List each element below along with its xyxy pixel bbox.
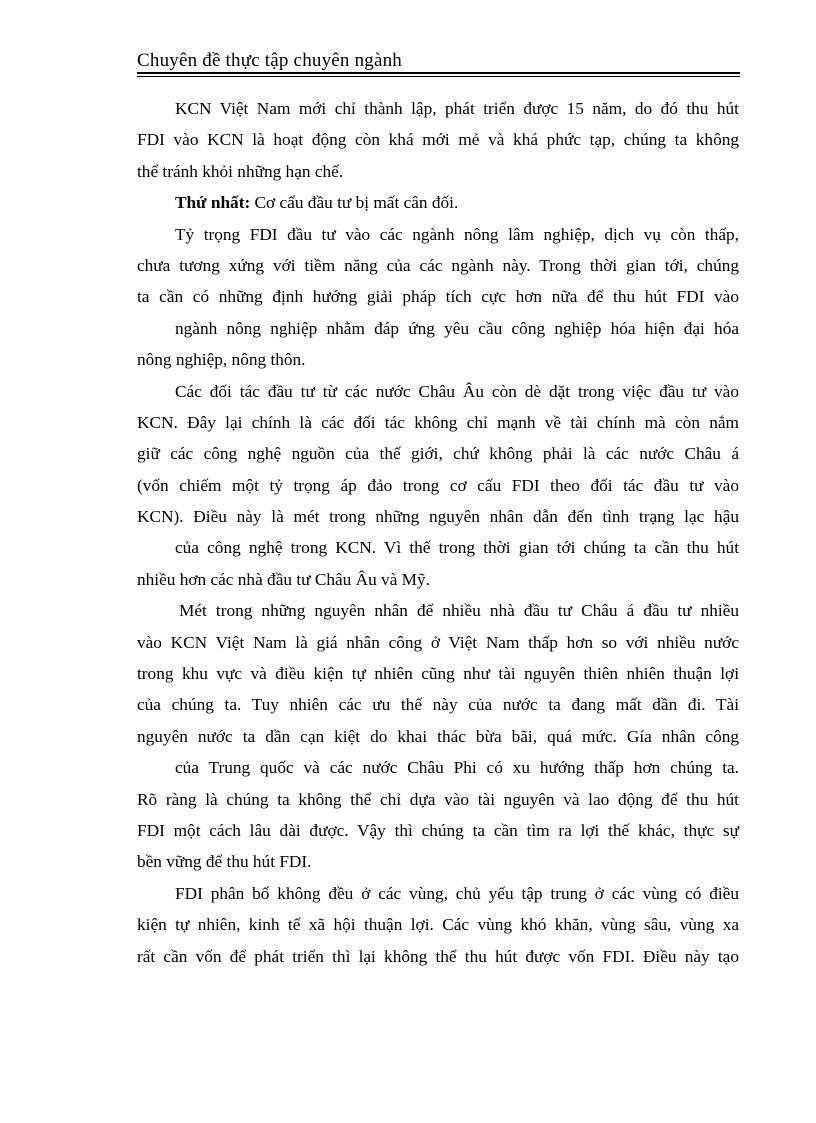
paragraph-line: chưa tương xứng với tiềm năng của các ngành này. Trong thời gian tới, chúng	[137, 255, 739, 275]
paragraph-line: trong khu vực và điều kiện tự nhiên cũng như tài nguyên thiên nhiên thuận lợi	[137, 664, 739, 684]
paragraph-line: của công nghệ trong KCN. Vì thế trong thời gian tới chúng ta cần thu hút	[175, 538, 739, 558]
paragraph-line: ngành nông nghiệp nhằm đáp ứng yêu cầu công nghiệp hóa hiện đại hóa	[175, 318, 739, 338]
paragraph-line: nhiều hơn các nhà đầu tư Châu Âu và Mỹ.	[137, 569, 431, 589]
paragraph-line: ta cần có những định hướng giải pháp tích cực hơn nữa để thu hút FDI vào	[137, 287, 739, 307]
paragraph-line: kiện tự nhiên, kinh tế xã hội thuận lợi. Các vùng khó khăn, vùng sâu, vùng xa	[137, 915, 739, 935]
paragraph-line: vào KCN Việt Nam là giá nhân công ở Việt Nam thấp hơn so với nhiều nước	[137, 632, 739, 652]
paragraph-line: FDI phân bố không đều ở các vùng, chủ yếu tập trung ở các vùng có điều	[175, 883, 739, 903]
paragraph-line: Mét trong những nguyên nhân để nhiều nhà đầu tư Châu á đầu tư nhiều	[179, 601, 739, 621]
paragraph-line: (vốn chiếm một tỷ trọng áp đảo trong cơ cấu FDI theo đối tác đầu tư vào	[137, 475, 739, 495]
paragraph-line: thể tránh khỏi những hạn chế.	[137, 161, 344, 181]
bold-heading: Thứ nhất:	[175, 193, 251, 213]
paragraph-line: KCN. Đây lại chính là các đối tác không chỉ mạnh về tài chính mà còn nắm	[137, 412, 739, 432]
document-body	[137, 93, 739, 972]
paragraph-line: FDI vào KCN là hoạt động còn khá mới mẻ và khá phức tạp, chúng ta không	[137, 130, 739, 150]
header-rule-thin	[137, 76, 740, 77]
paragraph-line	[137, 187, 739, 218]
header-rule-thick	[137, 72, 740, 74]
paragraph-line: Rõ ràng là chúng ta không thể chỉ dựa vào tài nguyên và lao động để thu hút	[137, 789, 739, 809]
header-title: Chuyên đề thực tập chuyên ngành	[137, 50, 403, 71]
paragraph-line: bền vững để thu hút FDI.	[137, 852, 312, 872]
paragraph-line: FDI một cách lâu dài được. Vậy thì chúng ta cần tìm ra lợi thế khác, thực sự	[137, 820, 739, 840]
paragraph-line: nông nghiệp, nông thôn.	[137, 350, 306, 370]
paragraph-line: giữ các công nghệ nguồn của thế giới, chứ không phải là các nước Châu á	[137, 444, 739, 464]
paragraph-line: của Trung quốc và các nước Châu Phi có xu hướng thấp hơn chúng ta.	[175, 758, 739, 778]
paragraph-line: của chúng ta. Tuy nhiên các ưu thế này của nước ta đang mất dần đi. Tài	[137, 695, 739, 715]
paragraph-line: KCN). Điều này là mét trong những nguyên nhân dẫn đến tình trạng lạc hậu	[137, 507, 739, 527]
paragraph-line: rất cần vốn để phát triển thì lại không thể thu hút được vốn FDI. Điều này tạo	[137, 946, 739, 966]
page-header	[137, 50, 740, 77]
paragraph-line: Tỷ trọng FDI đầu tư vào các ngành nông lâm nghiệp, dịch vụ còn thấp,	[175, 224, 739, 244]
paragraph-line: KCN Việt Nam mới chỉ thành lập, phát triển được 15 năm, do đó thu hút	[175, 99, 739, 118]
paragraph-line: Các đối tác đầu tư từ các nước Châu Âu còn dè dặt trong việc đầu tư vào	[175, 381, 739, 401]
paragraph-text: Cơ cấu đầu tư bị mất cân đối.	[250, 193, 459, 213]
paragraph-line: nguyên nước ta dần cạn kiệt do khai thác bừa bãi, quá mức. Gía nhân công	[137, 726, 739, 746]
